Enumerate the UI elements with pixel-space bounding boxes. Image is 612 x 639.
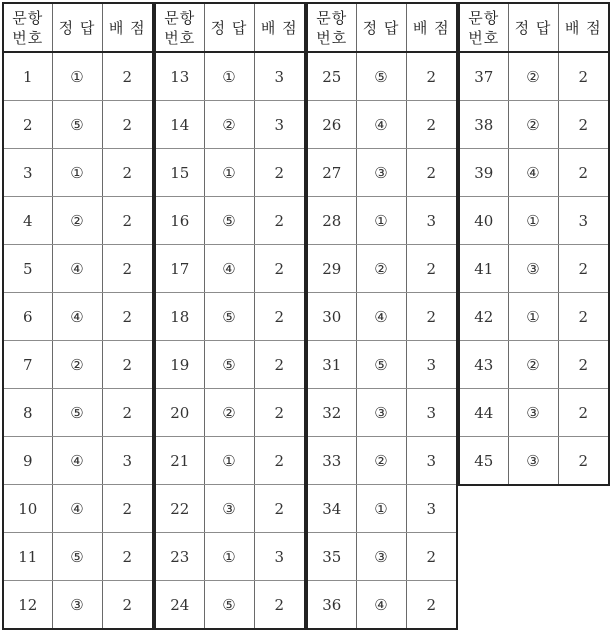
question-number-cell: 1 (3, 52, 52, 101)
points-cell: 2 (102, 389, 153, 437)
header-points: 배 점 (102, 3, 153, 52)
answer-cell: ⑤ (204, 581, 254, 630)
points-cell: 2 (102, 485, 153, 533)
answer-cell: ④ (52, 245, 102, 293)
question-number-cell: 39 (459, 149, 508, 197)
answer-cell: ④ (52, 437, 102, 485)
points-cell: 3 (406, 485, 457, 533)
table-row (3, 245, 153, 293)
header-answer: 정 답 (356, 3, 406, 52)
question-number-cell: 6 (3, 293, 52, 341)
points-cell: 2 (558, 293, 609, 341)
table-row (3, 437, 153, 485)
question-number-cell: 12 (3, 581, 52, 630)
answer-cell: ② (52, 197, 102, 245)
question-number-cell: 26 (307, 101, 356, 149)
points-cell: 2 (254, 341, 305, 389)
header-points: 배 점 (254, 3, 305, 52)
question-number-cell: 15 (155, 149, 204, 197)
answer-cell: ③ (508, 437, 558, 486)
question-number-cell: 30 (307, 293, 356, 341)
points-cell: 2 (406, 533, 457, 581)
header-question-no-line: 번호 (468, 28, 500, 47)
points-cell: 2 (406, 581, 457, 630)
question-number-cell: 2 (3, 101, 52, 149)
table-row (155, 581, 305, 630)
answer-cell: ② (508, 101, 558, 149)
answer-cell: ⑤ (356, 341, 406, 389)
points-cell: 2 (406, 52, 457, 101)
table-row (459, 101, 609, 149)
points-cell: 2 (254, 437, 305, 485)
table-row (3, 101, 153, 149)
answer-cell: ④ (356, 293, 406, 341)
answer-cell: ② (508, 341, 558, 389)
answer-cell: ② (356, 245, 406, 293)
answer-table-block (2, 2, 154, 630)
question-number-cell: 29 (307, 245, 356, 293)
answer-cell: ② (356, 437, 406, 485)
header-answer: 정 답 (52, 3, 102, 52)
points-cell: 3 (254, 101, 305, 149)
table-row (307, 52, 457, 101)
question-number-cell: 18 (155, 293, 204, 341)
header-question-no (155, 3, 204, 52)
answer-cell: ③ (204, 485, 254, 533)
answer-cell: ① (204, 437, 254, 485)
table-row (155, 101, 305, 149)
points-cell: 3 (406, 437, 457, 485)
points-cell: 2 (254, 389, 305, 437)
answer-cell: ③ (356, 389, 406, 437)
points-cell: 2 (102, 197, 153, 245)
table-row (307, 101, 457, 149)
header-question-no-line: 문항 (316, 8, 348, 27)
table-row (155, 149, 305, 197)
header-question-no-line: 번호 (164, 28, 196, 47)
points-cell: 3 (558, 197, 609, 245)
answer-cell: ① (356, 197, 406, 245)
answer-cell: ③ (356, 149, 406, 197)
header-points: 배 점 (558, 3, 609, 52)
question-number-cell: 9 (3, 437, 52, 485)
answer-cell: ② (204, 389, 254, 437)
points-cell: 2 (406, 245, 457, 293)
question-number-cell: 4 (3, 197, 52, 245)
question-number-cell: 25 (307, 52, 356, 101)
question-number-cell: 3 (3, 149, 52, 197)
question-number-cell: 34 (307, 485, 356, 533)
question-number-cell: 43 (459, 341, 508, 389)
answer-cell: ⑤ (52, 533, 102, 581)
table-row (155, 293, 305, 341)
question-number-cell: 41 (459, 245, 508, 293)
header-question-no-line: 문항 (468, 8, 500, 27)
answer-cell: ① (52, 149, 102, 197)
question-number-cell: 23 (155, 533, 204, 581)
answer-cell: ② (204, 101, 254, 149)
answer-table-block (306, 2, 458, 630)
table-row (3, 533, 153, 581)
question-number-cell: 44 (459, 389, 508, 437)
table-row (307, 197, 457, 245)
header-question-no-line: 문항 (12, 8, 44, 27)
answer-cell: ⑤ (204, 197, 254, 245)
header-question-no (459, 3, 508, 52)
question-number-cell: 35 (307, 533, 356, 581)
question-number-cell: 16 (155, 197, 204, 245)
answer-cell: ⑤ (204, 293, 254, 341)
table-row (3, 581, 153, 630)
answer-cell: ① (204, 533, 254, 581)
points-cell: 3 (406, 341, 457, 389)
table-row (459, 389, 609, 437)
table-row (155, 245, 305, 293)
points-cell: 2 (102, 245, 153, 293)
header-row (3, 3, 153, 52)
answer-cell: ① (204, 52, 254, 101)
answer-cell: ⑤ (204, 341, 254, 389)
answer-cell: ④ (52, 485, 102, 533)
points-cell: 3 (254, 52, 305, 101)
answer-cell: ① (508, 293, 558, 341)
table-row (307, 437, 457, 485)
points-cell: 2 (558, 101, 609, 149)
points-cell: 2 (102, 581, 153, 630)
points-cell: 2 (558, 341, 609, 389)
points-cell: 2 (254, 197, 305, 245)
question-number-cell: 5 (3, 245, 52, 293)
points-cell: 2 (558, 149, 609, 197)
points-cell: 2 (102, 149, 153, 197)
table-row (155, 485, 305, 533)
question-number-cell: 37 (459, 52, 508, 101)
header-question-no (307, 3, 356, 52)
table-row (3, 197, 153, 245)
points-cell: 2 (406, 149, 457, 197)
header-row (459, 3, 609, 52)
table-row (307, 293, 457, 341)
header-row (307, 3, 457, 52)
points-cell: 3 (406, 197, 457, 245)
answer-cell: ④ (508, 149, 558, 197)
table-row (459, 197, 609, 245)
header-question-no (3, 3, 52, 52)
table-row (307, 581, 457, 630)
table-row (459, 341, 609, 389)
table-row (155, 52, 305, 101)
question-number-cell: 20 (155, 389, 204, 437)
question-number-cell: 14 (155, 101, 204, 149)
answer-cell: ③ (508, 245, 558, 293)
table-row (3, 52, 153, 101)
answer-cell: ① (52, 52, 102, 101)
question-number-cell: 33 (307, 437, 356, 485)
points-cell: 3 (102, 437, 153, 485)
answer-cell: ⑤ (356, 52, 406, 101)
table-row (307, 341, 457, 389)
table-row (459, 245, 609, 293)
table-row (307, 245, 457, 293)
table-row (155, 437, 305, 485)
points-cell: 3 (254, 533, 305, 581)
table-row (307, 485, 457, 533)
question-number-cell: 8 (3, 389, 52, 437)
question-number-cell: 36 (307, 581, 356, 630)
question-number-cell: 21 (155, 437, 204, 485)
points-cell: 2 (254, 149, 305, 197)
points-cell: 3 (406, 389, 457, 437)
table-row (307, 149, 457, 197)
answer-cell: ③ (508, 389, 558, 437)
header-answer: 정 답 (508, 3, 558, 52)
header-points: 배 점 (406, 3, 457, 52)
question-number-cell: 24 (155, 581, 204, 630)
points-cell: 2 (558, 389, 609, 437)
points-cell: 2 (558, 437, 609, 486)
points-cell: 2 (406, 101, 457, 149)
answer-cell: ③ (52, 581, 102, 630)
points-cell: 2 (102, 533, 153, 581)
answer-cell: ② (52, 341, 102, 389)
question-number-cell: 40 (459, 197, 508, 245)
question-number-cell: 7 (3, 341, 52, 389)
question-number-cell: 42 (459, 293, 508, 341)
answer-table-block (458, 2, 610, 486)
question-number-cell: 11 (3, 533, 52, 581)
table-row (155, 341, 305, 389)
answer-cell: ③ (356, 533, 406, 581)
points-cell: 2 (102, 52, 153, 101)
header-row (155, 3, 305, 52)
table-row (459, 149, 609, 197)
table-row (459, 437, 609, 486)
points-cell: 2 (406, 293, 457, 341)
answer-cell: ① (204, 149, 254, 197)
table-row (155, 533, 305, 581)
question-number-cell: 13 (155, 52, 204, 101)
points-cell: 2 (254, 485, 305, 533)
answer-cell: ④ (52, 293, 102, 341)
answer-cell: ④ (356, 101, 406, 149)
answer-cell: ⑤ (52, 101, 102, 149)
question-number-cell: 17 (155, 245, 204, 293)
table-row (155, 197, 305, 245)
points-cell: 2 (558, 52, 609, 101)
header-question-no-line: 문항 (164, 8, 196, 27)
question-number-cell: 22 (155, 485, 204, 533)
table-row (307, 389, 457, 437)
question-number-cell: 10 (3, 485, 52, 533)
table-row (3, 341, 153, 389)
table-row (155, 389, 305, 437)
points-cell: 2 (254, 293, 305, 341)
answer-cell: ⑤ (52, 389, 102, 437)
header-question-no-line: 번호 (316, 28, 348, 47)
question-number-cell: 38 (459, 101, 508, 149)
header-answer: 정 답 (204, 3, 254, 52)
table-row (307, 533, 457, 581)
question-number-cell: 28 (307, 197, 356, 245)
answer-cell: ② (508, 52, 558, 101)
answer-cell: ④ (204, 245, 254, 293)
question-number-cell: 31 (307, 341, 356, 389)
table-row (3, 389, 153, 437)
question-number-cell: 32 (307, 389, 356, 437)
points-cell: 2 (102, 293, 153, 341)
points-cell: 2 (254, 581, 305, 630)
question-number-cell: 27 (307, 149, 356, 197)
points-cell: 2 (558, 245, 609, 293)
points-cell: 2 (102, 341, 153, 389)
table-row (459, 293, 609, 341)
answer-cell: ① (356, 485, 406, 533)
table-row (3, 149, 153, 197)
points-cell: 2 (254, 245, 305, 293)
answer-table-block (154, 2, 306, 630)
table-row (3, 485, 153, 533)
table-row (459, 52, 609, 101)
question-number-cell: 45 (459, 437, 508, 486)
answer-cell: ① (508, 197, 558, 245)
header-question-no-line: 번호 (12, 28, 44, 47)
question-number-cell: 19 (155, 341, 204, 389)
table-row (3, 293, 153, 341)
points-cell: 2 (102, 101, 153, 149)
answer-cell: ④ (356, 581, 406, 630)
